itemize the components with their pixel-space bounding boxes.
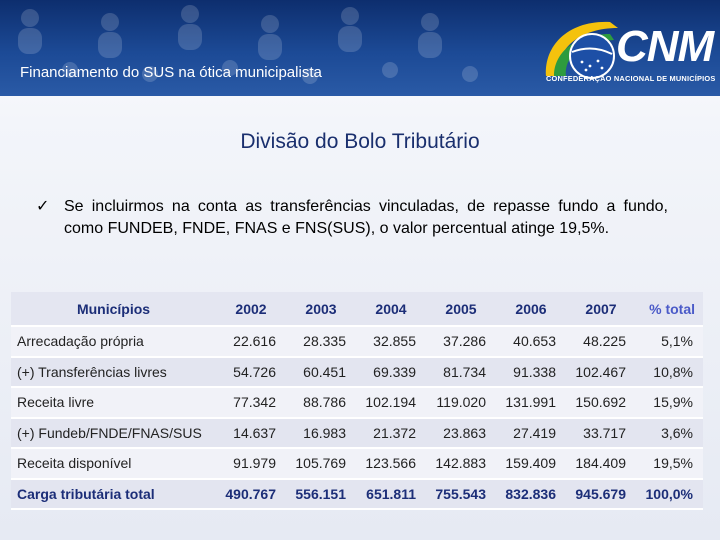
table-cell: 48.225 — [566, 326, 636, 357]
row-label: Receita livre — [11, 387, 216, 418]
column-header-year: 2002 — [216, 292, 286, 326]
table-cell: 556.151 — [286, 479, 356, 510]
table-cell: 10,8% — [636, 357, 703, 388]
row-label: Arrecadação própria — [11, 326, 216, 357]
header-bar — [0, 0, 720, 96]
table-row — [11, 387, 703, 418]
table-cell: 651.811 — [356, 479, 426, 510]
table-cell: 159.409 — [496, 448, 566, 479]
table-cell: 60.451 — [286, 357, 356, 388]
table-cell: 119.020 — [426, 387, 496, 418]
bullet-text: Se incluirmos na conta as transferências vinculadas, de repasse fundo a fundo, como FUNDEB, FNDE, FNAS e FNS(SUS), o valor percentual atinge 19,5%. — [64, 198, 668, 237]
column-header-year: 2003 — [286, 292, 356, 326]
table-cell: 123.566 — [356, 448, 426, 479]
row-label: Carga tributária total — [11, 479, 216, 510]
table-cell: 16.983 — [286, 418, 356, 449]
column-header-pct-total: % total — [636, 292, 703, 326]
table-cell: 40.653 — [496, 326, 566, 357]
table-cell: 142.883 — [426, 448, 496, 479]
column-header-year: 2004 — [356, 292, 426, 326]
table-header-row — [11, 292, 703, 326]
row-label: (+) Fundeb/FNDE/FNAS/SUS — [11, 418, 216, 449]
table-cell: 100,0% — [636, 479, 703, 510]
column-header-year: 2007 — [566, 292, 636, 326]
row-label: Receita disponível — [11, 448, 216, 479]
checkmark-icon: ✓ — [36, 198, 50, 215]
table-cell: 150.692 — [566, 387, 636, 418]
logo-subtitle: CONFEDERAÇÃO NACIONAL DE MUNICÍPIOS — [546, 74, 716, 83]
table-cell: 131.991 — [496, 387, 566, 418]
presentation-title: Financiamento do SUS na ótica municipalista — [20, 64, 322, 81]
table-row — [11, 326, 703, 357]
table-cell: 945.679 — [566, 479, 636, 510]
revenue-table — [11, 292, 703, 510]
table-cell: 184.409 — [566, 448, 636, 479]
table-cell: 32.855 — [356, 326, 426, 357]
table-cell: 102.194 — [356, 387, 426, 418]
table-cell: 33.717 — [566, 418, 636, 449]
table-cell: 91.979 — [216, 448, 286, 479]
table-cell: 28.335 — [286, 326, 356, 357]
table-cell: 27.419 — [496, 418, 566, 449]
table-cell: 22.616 — [216, 326, 286, 357]
table-cell: 23.863 — [426, 418, 496, 449]
column-header-year: 2006 — [496, 292, 566, 326]
table-cell: 54.726 — [216, 357, 286, 388]
table-cell: 105.769 — [286, 448, 356, 479]
bullet-item — [36, 196, 668, 240]
table-cell: 21.372 — [356, 418, 426, 449]
table-cell: 19,5% — [636, 448, 703, 479]
column-header-year: 2005 — [426, 292, 496, 326]
table-cell: 91.338 — [496, 357, 566, 388]
column-header-municipios: Municípios — [11, 292, 216, 326]
slide-title: Divisão do Bolo Tributário — [240, 130, 480, 153]
row-label: (+) Transferências livres — [11, 357, 216, 388]
table-cell: 755.543 — [426, 479, 496, 510]
table-cell: 3,6% — [636, 418, 703, 449]
table-row — [11, 357, 703, 388]
table-row — [11, 448, 703, 479]
logo-text: CNM — [616, 22, 714, 71]
table-cell: 490.767 — [216, 479, 286, 510]
table-cell: 5,1% — [636, 326, 703, 357]
table-cell: 102.467 — [566, 357, 636, 388]
table-row — [11, 479, 703, 510]
table-cell: 15,9% — [636, 387, 703, 418]
table-cell: 69.339 — [356, 357, 426, 388]
table-cell: 37.286 — [426, 326, 496, 357]
table-cell: 77.342 — [216, 387, 286, 418]
table-cell: 81.734 — [426, 357, 496, 388]
table-cell: 88.786 — [286, 387, 356, 418]
table-cell: 832.836 — [496, 479, 566, 510]
table-row — [11, 418, 703, 449]
table-cell: 14.637 — [216, 418, 286, 449]
